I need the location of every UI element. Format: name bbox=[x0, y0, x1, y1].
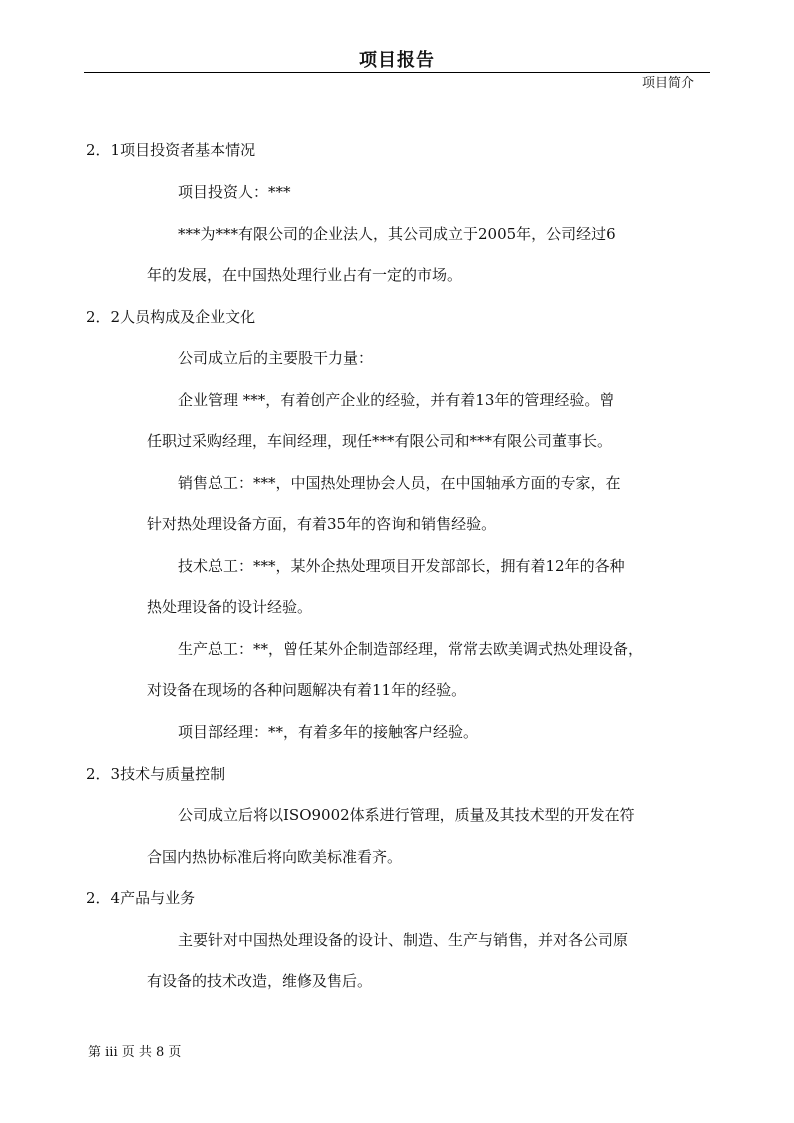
section-heading: 2．4产品与业务 bbox=[86, 889, 196, 907]
section-heading: 2．3技术与质量控制 bbox=[86, 765, 226, 783]
paragraph-line: 生产总工：**，曾任某外企制造部经理，常常去欧美调式热处理设备， bbox=[178, 640, 644, 658]
paragraph-line: 销售总工：***，中国热处理协会人员，在中国轴承方面的专家，在 bbox=[178, 474, 621, 492]
page-number: 第 iii 页 共 8 页 bbox=[88, 1045, 182, 1060]
paragraph-line: 项目部经理：**，有着多年的接触客户经验。 bbox=[178, 723, 479, 741]
paragraph-line: 针对热处理设备方面，有着35年的咨询和销售经验。 bbox=[147, 515, 497, 533]
paragraph-line: 公司成立后将以ISO9002体系进行管理，质量及其技术型的开发在符 bbox=[178, 806, 635, 824]
paragraph-line: 公司成立后的主要股干力量： bbox=[178, 349, 374, 367]
paragraph-line: ***为***有限公司的企业法人，其公司成立于2005年，公司经过6 bbox=[178, 225, 616, 243]
paragraph-line: 主要针对中国热处理设备的设计、制造、生产与销售，并对各公司原 bbox=[178, 931, 629, 949]
paragraph-line: 合国内热协标准后将向欧美标准看齐。 bbox=[147, 848, 403, 866]
paragraph-line: 年的发展，在中国热处理行业占有一定的市场。 bbox=[147, 266, 463, 284]
paragraph-line: 企业管理 ***，有着创产企业的经验，并有着13年的管理经验。曾 bbox=[178, 391, 615, 409]
paragraph-line: 项目投资人：*** bbox=[178, 183, 291, 201]
section-heading: 2．1项目投资者基本情况 bbox=[86, 141, 256, 159]
section-heading: 2．2人员构成及企业文化 bbox=[86, 308, 256, 326]
paragraph-line: 任职过采购经理，车间经理，现任***有限公司和***有限公司董事长。 bbox=[147, 432, 613, 450]
header-section-label: 项目简介 bbox=[641, 76, 694, 91]
paragraph-line: 有设备的技术改造，维修及售后。 bbox=[147, 972, 373, 990]
paragraph-line: 热处理设备的设计经验。 bbox=[147, 598, 313, 616]
paragraph-line: 技术总工：***，某外企热处理项目开发部部长，拥有着12年的各种 bbox=[178, 557, 625, 575]
paragraph-line: 对设备在现场的各种问题解决有着11年的经验。 bbox=[147, 681, 467, 699]
document-title: 项目报告 bbox=[359, 50, 435, 71]
header-divider bbox=[84, 72, 710, 73]
